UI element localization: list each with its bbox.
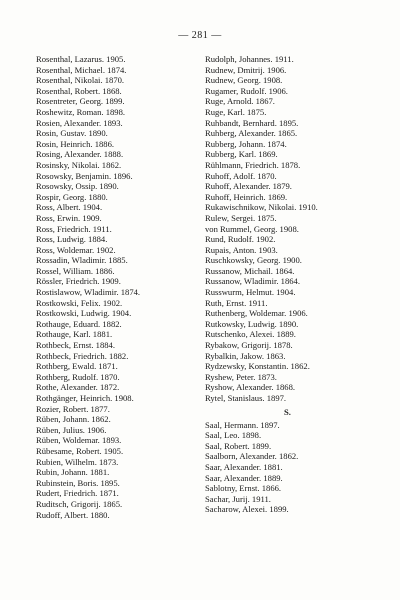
name-entry: Rossel, William. 1886. bbox=[36, 265, 115, 276]
name-entry: Ross, Albert. 1904. bbox=[36, 202, 103, 213]
name-entry: Rosin, Heinrich. 1886. bbox=[36, 138, 115, 149]
name-entry: Rossadin, Wladimir. 1885. bbox=[36, 255, 128, 266]
name-entry: Rothgänger, Heinrich. 1908. bbox=[36, 393, 134, 403]
name-entry: Rothberg, Rudolf. 1870. bbox=[36, 371, 120, 382]
name-entry: Ruschkowsky, Georg. 1900. bbox=[205, 255, 302, 266]
name-entry: Rosowsky, Benjamin. 1896. bbox=[36, 170, 133, 181]
name-entry: Rubinstein, Boris. 1895. bbox=[36, 477, 120, 488]
name-entry: Rudnew, Georg. 1908. bbox=[205, 75, 283, 86]
name-entry: Sachar, Jurij. 1911. bbox=[205, 493, 271, 504]
name-entry: Rüben, Julius. 1906. bbox=[36, 424, 107, 435]
name-entry: Rospir, Georg. 1880. bbox=[36, 191, 108, 202]
name-entry: Rosenthal, Robert. 1868. bbox=[36, 85, 122, 96]
name-entry: Rüben, Johann. 1862. bbox=[36, 414, 111, 425]
name-entry: Rubin, Johann. 1881. bbox=[36, 467, 110, 478]
name-entry: Rukawischnikow, Nikolai. 1910. bbox=[205, 202, 318, 213]
name-entry: Roshewitz, Roman. 1898. bbox=[36, 106, 126, 117]
name-entry: Ruthenberg, Woldemar. 1906. bbox=[205, 308, 308, 319]
name-entry: Rozier, Robert. 1877. bbox=[36, 403, 110, 414]
name-entry: Rybalkin, Jakow. 1863. bbox=[205, 350, 286, 361]
name-entry: Rosenthal, Michael. 1874. bbox=[36, 64, 127, 75]
name-entry: Rosinsky, Nikolai. 1862. bbox=[36, 159, 122, 170]
name-entry: Rutkowsky, Ludwig. 1890. bbox=[205, 318, 299, 329]
name-entry: Ruhbandt, Bernhard. 1895. bbox=[205, 117, 299, 128]
name-entry: Ross, Ludwig. 1884. bbox=[36, 234, 108, 245]
name-entry: Rulew, Sergei. 1875. bbox=[205, 212, 277, 223]
name-entry: Rosowsky, Ossip. 1890. bbox=[36, 181, 119, 192]
name-entry: Rübesame, Robert. 1905. bbox=[36, 445, 124, 456]
name-entry: Rudert, Friedrich. 1871. bbox=[36, 488, 119, 499]
name-entry: Saalborn, Alexander. 1862. bbox=[205, 451, 299, 462]
name-entry: Ross, Woldemar. 1902. bbox=[36, 244, 116, 255]
name-entry: Saal, Robert. 1899. bbox=[205, 440, 272, 451]
name-entry: Rosenthal, Lazarus. 1905. bbox=[36, 54, 126, 64]
name-entry: Ruge, Karl. 1875. bbox=[205, 106, 267, 117]
name-entry: Rudolph, Johannes. 1911. bbox=[205, 54, 294, 64]
name-entry: Ruhoff, Heinrich. 1869. bbox=[205, 191, 288, 202]
name-entry: Rubberg, Johann. 1874. bbox=[205, 138, 287, 149]
name-entry: Rosentreter, Georg. 1899. bbox=[36, 96, 125, 107]
name-entry: Rubberg, Karl. 1869. bbox=[205, 149, 278, 160]
name-entry: Rössler, Friedrich. 1909. bbox=[36, 276, 121, 287]
name-entry: Ross, Erwin. 1909. bbox=[36, 212, 102, 223]
name-entry: Rothauge, Eduard. 1882. bbox=[36, 318, 122, 329]
name-entry: Rosenthal, Nikolai. 1870. bbox=[36, 75, 125, 86]
name-entry: Rytel, Stanislaus. 1897. bbox=[205, 393, 287, 403]
name-entry: von Rummel, Georg. 1908. bbox=[205, 223, 299, 234]
name-entry: Ryshew, Peter. 1873. bbox=[205, 371, 277, 382]
name-entry: Rund, Rudolf. 1902. bbox=[205, 234, 276, 245]
left-name-column bbox=[36, 54, 186, 520]
name-entry: Rupais, Anton. 1903. bbox=[205, 244, 278, 255]
name-entry: Ruge, Arnold. 1867. bbox=[205, 96, 275, 107]
name-entry: Saar, Alexander. 1889. bbox=[205, 472, 283, 483]
name-entry: Russanow, Michail. 1864. bbox=[205, 265, 295, 276]
name-entry: Saal, Hermann. 1897. bbox=[205, 419, 280, 430]
name-entry: Rosing, Alexander. 1888. bbox=[36, 149, 124, 160]
name-entry: Rudoff, Albert. 1880. bbox=[36, 509, 110, 520]
name-entry: Saar, Alexander. 1881. bbox=[205, 461, 283, 472]
name-entry: Saal, Leo. 1898. bbox=[205, 430, 262, 441]
name-entry: Ruhoff, Alexander. 1879. bbox=[205, 181, 292, 192]
name-entry: Rühlmann, Friedrich. 1878. bbox=[205, 159, 301, 170]
name-entry: Ruhoff, Adolf. 1870. bbox=[205, 170, 277, 181]
name-entry: Ross, Friedrich. 1911. bbox=[36, 223, 112, 234]
name-entry: Ruditsch, Grigorij. 1865. bbox=[36, 498, 123, 509]
name-entry: Rothe, Alexander. 1872. bbox=[36, 382, 120, 393]
name-entry: Rüben, Woldemar. 1893. bbox=[36, 435, 122, 446]
name-entry: Ruth, Ernst. 1911. bbox=[205, 297, 268, 308]
name-entry: Rothberg, Ewald. 1871. bbox=[36, 361, 118, 372]
right-name-column bbox=[205, 54, 370, 515]
name-entry: Rosien, Alexander. 1893. bbox=[36, 117, 123, 128]
page-number: — 281 — bbox=[178, 30, 222, 41]
name-entry: Rothauge, Karl. 1881. bbox=[36, 329, 113, 340]
name-entry: Ryshow, Alexander. 1868. bbox=[205, 382, 296, 393]
name-entry: Rydzewsky, Konstantin. 1862. bbox=[205, 361, 310, 372]
name-entry: Rothbeck, Friedrich. 1882. bbox=[36, 350, 129, 361]
name-entry: Rubien, Wilhelm. 1873. bbox=[36, 456, 119, 467]
name-entry: Rostkowski, Ludwig. 1904. bbox=[36, 308, 132, 319]
name-entry: Ruhberg, Alexander. 1865. bbox=[205, 128, 298, 139]
name-entry: Sacharow, Alexei. 1899. bbox=[205, 504, 289, 515]
name-entry: Russwurm, Helmut. 1904. bbox=[205, 287, 296, 298]
name-entry: Rutschenko, Alexei. 1889. bbox=[205, 329, 296, 340]
name-entry: Rugamer, Rudolf. 1906. bbox=[205, 85, 288, 96]
name-entry: Russanow, Wladimir. 1864. bbox=[205, 276, 301, 287]
name-entry: Rothbeck, Ernst. 1884. bbox=[36, 340, 116, 351]
name-entry: Rostkowski, Felix. 1902. bbox=[36, 297, 123, 308]
name-entry: Rostislawow, Wladimir. 1874. bbox=[36, 287, 141, 298]
name-entry: Rudnew, Dmitrij. 1906. bbox=[205, 64, 287, 75]
name-entry: Sablotny, Ernst. 1866. bbox=[205, 483, 282, 494]
name-entry: Rosin, Gustav. 1890. bbox=[36, 128, 108, 139]
name-entry: Rybakow, Grigorij. 1878. bbox=[205, 340, 293, 351]
section-heading-letter: S. bbox=[284, 406, 291, 417]
